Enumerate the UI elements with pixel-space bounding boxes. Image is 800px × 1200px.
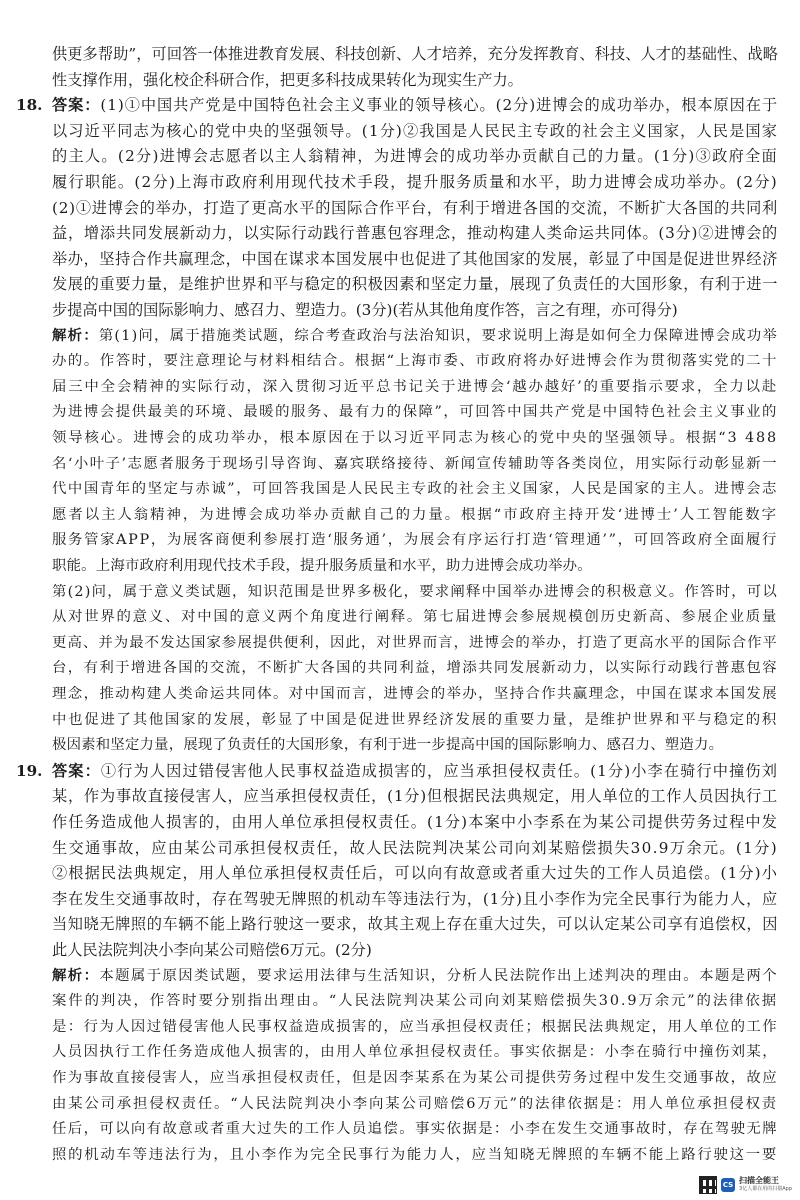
line-text: 供更多帮助”，可回答一体推进教育发展、科技创新、人才培养，充分发挥教育、科技、人才的基础性、战略 <box>52 45 778 63</box>
scanner-watermark <box>699 1176 792 1194</box>
line-text: 愿者以主人翁精神，为进博会成功举办贡献自己的力量。根据“市政府主持开发‘进博士’人工智能数字 <box>52 506 778 523</box>
line-text: 发展的重要力量，是维护世界和平与稳定的积极因素和坚定力量，展现了负责任的大国形象，有利于进一 <box>52 275 778 294</box>
analysis-label: 解析： <box>52 966 100 984</box>
answer-line <box>52 786 778 806</box>
camscanner-logo-icon: CS <box>721 1178 735 1192</box>
line-text: (2)①进博会的举办，打造了更高水平的国际合作平台，有利于增进各国的交流，不断扩大各国的共同利 <box>52 198 778 217</box>
analysis-line <box>52 556 592 576</box>
line-text: 某，作为事故直接侵害人，应当承担侵权责任，(1分)但根据民法典规定，用人单位的工作人员因执行工 <box>52 787 778 806</box>
scanner-text <box>739 1177 792 1193</box>
continuation-line <box>52 70 523 90</box>
line-text: 当知晓无牌照的车辆不能上路行驶这一要求，故其主观上存在重大过失，可以认定某公司享有追偿权，因 <box>52 915 778 934</box>
analysis-line <box>52 1017 778 1037</box>
analysis-line <box>52 351 778 371</box>
analysis-line <box>52 1068 778 1088</box>
line-text: 名‘小叶子’志愿者服务于现场引导咨询、嘉宾联络接待、新闻宣传辅助等各类岗位，用实际行动彰显新一 <box>52 455 778 472</box>
answer-line <box>52 223 778 243</box>
line-text: 服务管家APP，为展客商便利参展打造‘服务通’，为展会有序运行打造‘管理通’”，可回答政府全面履行 <box>52 532 778 549</box>
line-text: 本题属于原因类试题，要求运用法律与生活知识，分析人民法院作出上述判决的理由。本题是两个 <box>99 967 778 984</box>
analysis-line <box>52 966 778 986</box>
qr-code-icon <box>699 1176 717 1194</box>
scanner-name: 扫描全能王 <box>739 1176 780 1185</box>
analysis-line <box>52 1042 778 1062</box>
scanner-subtitle: 3亿人都在用的扫描App <box>739 1186 792 1192</box>
answer-line <box>52 198 778 218</box>
answer-label: 答案： <box>52 96 101 115</box>
analysis-line <box>52 1119 778 1139</box>
analysis-line <box>52 377 778 397</box>
analysis-line <box>52 1094 778 1114</box>
answer-line <box>52 121 778 141</box>
answer-line <box>52 838 778 858</box>
line-text: 极因素和坚定力量，展现了负责任的大国形象，有利于进一步提高中国的国际影响力、感召力、塑造力。 <box>52 737 724 754</box>
line-text: 第(1)问，属于措施类试题，综合考查政治与法治知识，要求说明上海是如何全力保障进博会成功举 <box>98 327 779 344</box>
answer-line <box>52 812 778 832</box>
line-text: 由某公司承担侵权责任。“人民法院判决小李向某公司赔偿6万元”的法律依据是：用人单位承担侵权责 <box>52 1095 778 1112</box>
line-text: 以习近平同志为核心的党中央的坚强领导。(1分)②我国是人民民主专政的社会主义国家，人民是国家 <box>52 121 778 140</box>
line-text: 履行职能。(2分)上海市政府利用现代技术手段，提升服务质量和水平，助力进博会成功举办。(2分) <box>52 173 778 191</box>
line-text: 第(2)问，属于意义类试题，知识范围是世界多极化，要求阐释中国举办进博会的积极意义。作答时，可以 <box>52 583 778 600</box>
answer-line <box>52 146 778 166</box>
line-text: 益，增添共同发展新动力，以实际行动践行普惠包容理念，推动构建人类命运共同体。(3分)②进博会的 <box>52 224 778 243</box>
analysis-line <box>52 402 778 422</box>
line-text: 是：行为人因过错侵害他人民事权益造成损害的，应当承担侵权责任；根据民法典规定，用人单位的工作 <box>52 1018 778 1035</box>
analysis-line <box>52 633 778 653</box>
answer-line <box>52 300 678 320</box>
answer-line <box>52 95 778 115</box>
line-text: 届三中全会精神的实际行动，深入贯彻习近平总书记关于进博会‘越办越好’的重要指示要求，全力以赴 <box>52 378 778 395</box>
q18-number: 18. <box>16 96 43 115</box>
answer-line <box>52 172 778 192</box>
line-text: 任后，可以向有故意或者重大过失的工作人员追偿。事实依据是：小李在发生交通事故时，存在驾驶无牌 <box>52 1121 778 1138</box>
line-text: 举办，坚持合作共赢理念，中国在谋求本国发展中也促进了其他国家的发展，彰显了中国是促进世界经济 <box>52 249 778 268</box>
line-text: 领导核心。进博会的成功举办，根本原因在于以习近平同志为核心的党中央的坚强领导。根据“3 488 <box>52 430 778 446</box>
q19-number: 19. <box>16 761 43 780</box>
analysis-line <box>52 479 778 499</box>
line-text: 照的机动车等违法行为，且小李作为完全民事行为能力人，应当知晓无牌照的车辆不能上路行驶这一要 <box>52 1146 778 1163</box>
answer-line <box>52 761 778 781</box>
line-text: 代中国青年的坚定与赤诚”，可回答我国是人民民主专政的社会主义国家，人民是国家的主人。进博会志 <box>52 481 778 498</box>
analysis-line <box>52 710 778 730</box>
answer-line <box>52 889 778 909</box>
analysis-line <box>52 582 778 602</box>
line-text: (1)①中国共产党是中国特色社会主义事业的领导核心。(2分)进博会的成功举办，根本原因在于 <box>100 96 779 115</box>
analysis-line <box>52 607 778 627</box>
line-text: 李在发生交通事故时，存在驾驶无牌照的机动车等违法行为，(1分)且小李作为完全民事行为能力人，应 <box>52 889 778 908</box>
analysis-line <box>52 684 778 704</box>
analysis-line <box>52 735 723 755</box>
line-text: ②根据民法典规定，用人单位承担侵权责任后，可以向有故意或者重大过失的工作人员追偿。(1分)小 <box>52 864 778 883</box>
line-text: 办的。作答时，要注意理论与材料相结合。根据“上海市委、市政府将办好进博会作为贯彻落实党的二十 <box>52 353 778 370</box>
answer-line <box>52 249 778 269</box>
analysis-line <box>52 991 778 1011</box>
line-text: 职能。上海市政府利用现代技术手段，提升服务质量和水平，助力进博会成功举办。 <box>52 558 592 574</box>
answer-label: 答案： <box>52 761 101 780</box>
analysis-label: 解析： <box>52 326 99 344</box>
answer-line <box>52 863 778 883</box>
analysis-line <box>52 658 778 678</box>
line-text: 为进博会提供最美的环境、最暖的服务、最有力的保障”，可回答中国共产党是中国特色社会主义事业的 <box>52 404 778 421</box>
line-text: 案件的判决，作答时要分别指出理由。“人民法院判决某公司向刘某赔偿损失30.9万余元”的法律依据 <box>52 993 778 1010</box>
line-text: 人员因执行工作任务造成他人损害的，由用人单位承担侵权责任。事实依据是：小李在骑行中撞伤刘某， <box>52 1044 778 1061</box>
line-text: 更高、并为最不发达国家参展提供便利，因此，对世界而言，进博会的举办，打造了更高水平的国际合作平 <box>52 634 778 651</box>
line-text: 理念，推动构建人类命运共同体。对中国而言，进博会的举办，坚持合作共赢理念，中国在谋求本国发展 <box>52 686 778 702</box>
line-text: 从对世界的意义、对中国的意义两个角度进行阐释。第七届进博会参展规模创历史新高、参展企业质量 <box>52 609 778 626</box>
analysis-line <box>52 1145 778 1165</box>
line-text: 性支撑作用，强化校企科研合作，把更多科技成果转化为现实生产力。 <box>52 70 523 89</box>
line-text: 步提高中国的国际影响力、感召力、塑造力。(3分)(若从其他角度作答，言之有理，亦可得分) <box>52 301 678 319</box>
line-text: 中也促进了其他国家的发展，彰显了中国是促进世界经济发展的重要力量，是维护世界和平与稳定的积 <box>52 711 778 728</box>
analysis-line <box>52 454 778 474</box>
line-text: 生交通事故，应由某公司承担侵权责任，故人民法院判决某公司向刘某赔偿损失30.9万余元。(1分) <box>52 838 778 857</box>
analysis-line <box>52 530 778 550</box>
analysis-line <box>52 326 778 346</box>
answer-line <box>52 914 778 934</box>
analysis-line <box>52 428 778 448</box>
continuation-line <box>52 44 778 64</box>
answer-line <box>52 274 778 294</box>
line-text: ①行为人因过错侵害他人民事权益造成损害的，应当承担侵权责任。(1分)小李在骑行中撞伤刘 <box>100 761 779 780</box>
line-text: 作任务造成他人损害的，由用人单位承担侵权责任。(1分)本案中小李系在为某公司提供劳务过程中发 <box>52 813 778 831</box>
line-text: 此人民法院判决小李向某公司赔偿6万元。(2分) <box>52 941 372 959</box>
answer-line <box>52 940 372 960</box>
line-text: 的主人。(2分)进博会志愿者以主人翁精神，为进博会的成功举办贡献自己的力量。(1分)③政府全面 <box>52 147 778 166</box>
analysis-line <box>52 505 778 525</box>
line-text: 台，有利于增进各国的交流，不断扩大各国的共同利益，增添共同发展新动力，以实际行动践行普惠包容 <box>52 660 778 677</box>
line-text: 作为事故直接侵害人，应当承担侵权责任，但是因李某系在为某公司提供劳务过程中发生交通事故，故应 <box>52 1070 778 1086</box>
